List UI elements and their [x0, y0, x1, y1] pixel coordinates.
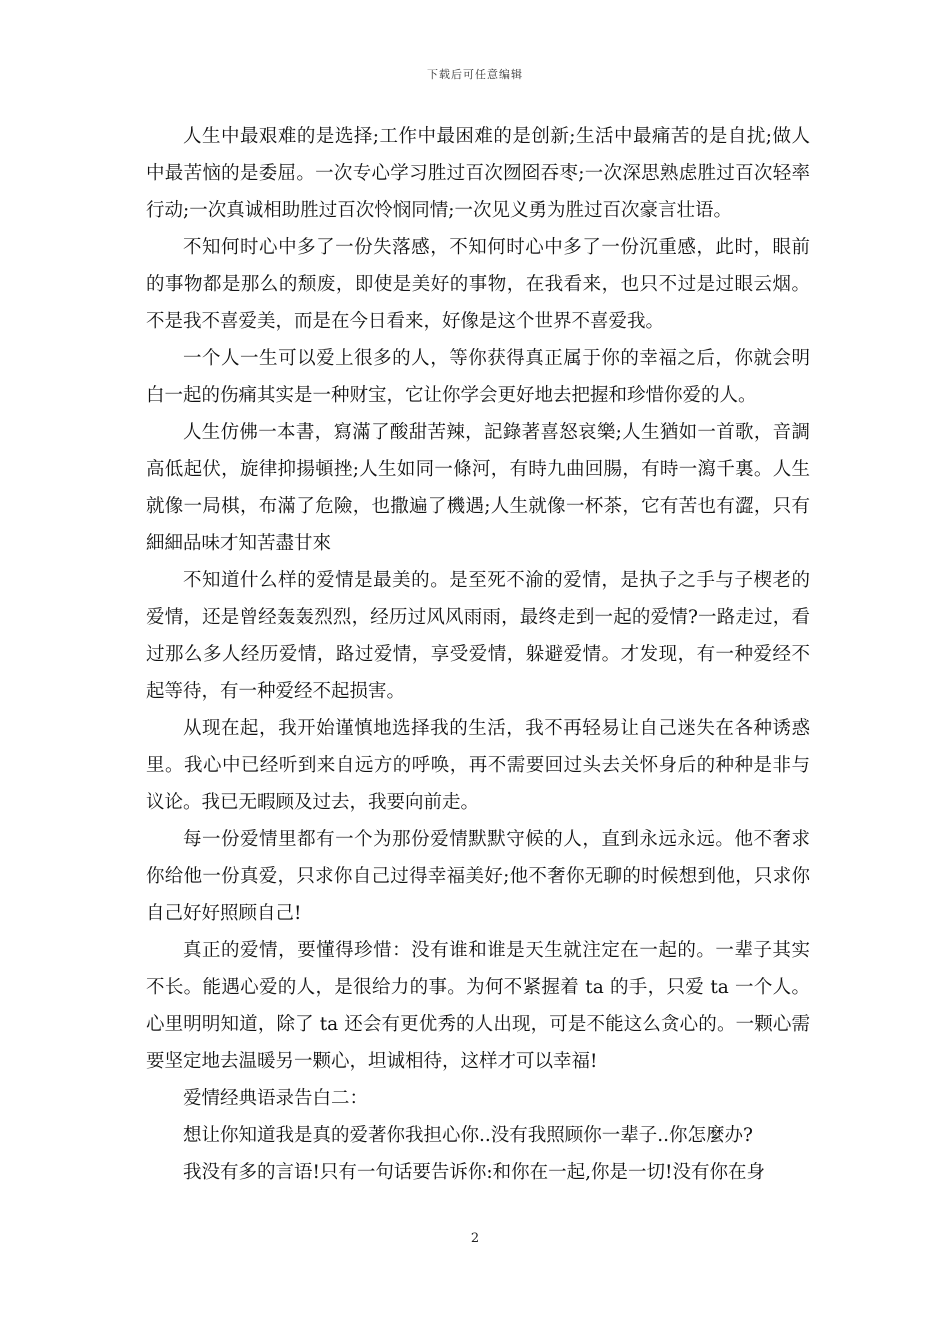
- paragraph: 从现在起，我开始谨慎地选择我的生活，我不再轻易让自己迷失在各种诱惑里。我心中已经听到来自远方的呼唤，再不需要回过头去关怀身后的种种是非与议论。我已无暇顾及过去，我要向前走。: [146, 718, 810, 813]
- page-header-note: 下载后可任意编辑: [427, 68, 523, 81]
- section-heading: 爱情经典语录告白二：: [183, 1088, 369, 1109]
- paragraph: 想让你知道我是真的爱著你我担心你..没有我照顾你一辈子..你怎麼办?: [183, 1125, 753, 1146]
- page-number: 2: [470, 1231, 480, 1246]
- paragraph: 真正的爱情，要懂得珍惜：没有谁和谁是天生就注定在一起的。一辈子其实不长。能遇心爱的人，是很给力的事。为何不紧握着 ta 的手，只爱 ta 一个人。心里明明知道，除了 ta 还会有更优秀的人出现，可是不能这么贪心的。一颗心需要坚定地去温暖另一颗心，坦诚相待，这样才可以幸福!: [146, 940, 810, 1072]
- paragraph: 不知何时心中多了一份失落感，不知何时心中多了一份沉重感，此时，眼前的事物都是那么的颓废，即使是美好的事物，在我看来，也只不过是过眼云烟。不是我不喜爱美，而是在今日看来，好像是这个世界不喜爱我。: [146, 237, 810, 332]
- paragraph: 人生仿佛一本書，寫滿了酸甜苦辣，記錄著喜怒哀樂;人生猶如一首歌，音調高低起伏，旋律抑揚頓挫;人生如同一條河，有時九曲回腸，有時一瀉千裏。人生就像一局棋，布滿了危險，也撒遍了機遇;人生就像一杯茶，它有苦也有澀，只有細細品味才知苦盡甘來: [146, 422, 810, 554]
- document-body: [146, 118, 810, 1191]
- paragraph: 一个人一生可以爱上很多的人，等你获得真正属于你的幸福之后，你就会明白一起的伤痛其实是一种财宝，它让你学会更好地去把握和珍惜你爱的人。: [146, 348, 810, 406]
- paragraph: 人生中最艰难的是选择;工作中最困难的是创新;生活中最痛苦的是自扰;做人中最苦恼的是委屈。一次专心学习胜过百次囫囵吞枣;一次深思熟虑胜过百次轻率行动;一次真诚相助胜过百次怜悯同情;一次见义勇为胜过百次豪言壮语。: [146, 126, 810, 221]
- paragraph: 每一份爱情里都有一个为那份爱情默默守候的人，直到永远永远。他不奢求你给他一份真爱，只求你自己过得幸福美好;他不奢你无聊的时候想到他，只求你自己好好照顾自己!: [146, 829, 810, 924]
- paragraph: 不知道什么样的爱情是最美的。是至死不渝的爱情，是执子之手与子楔老的爱情，还是曾经轰轰烈烈，经历过风风雨雨，最终走到一起的爱情?一路走过，看过那么多人经历爱情，路过爱情，享受爱情，躲避爱情。才发现，有一种爱经不起等待，有一种爱经不起损害。: [146, 570, 810, 702]
- paragraph: 我没有多的言语!只有一句话要告诉你:和你在一起,你是一切!没有你在身: [183, 1162, 765, 1183]
